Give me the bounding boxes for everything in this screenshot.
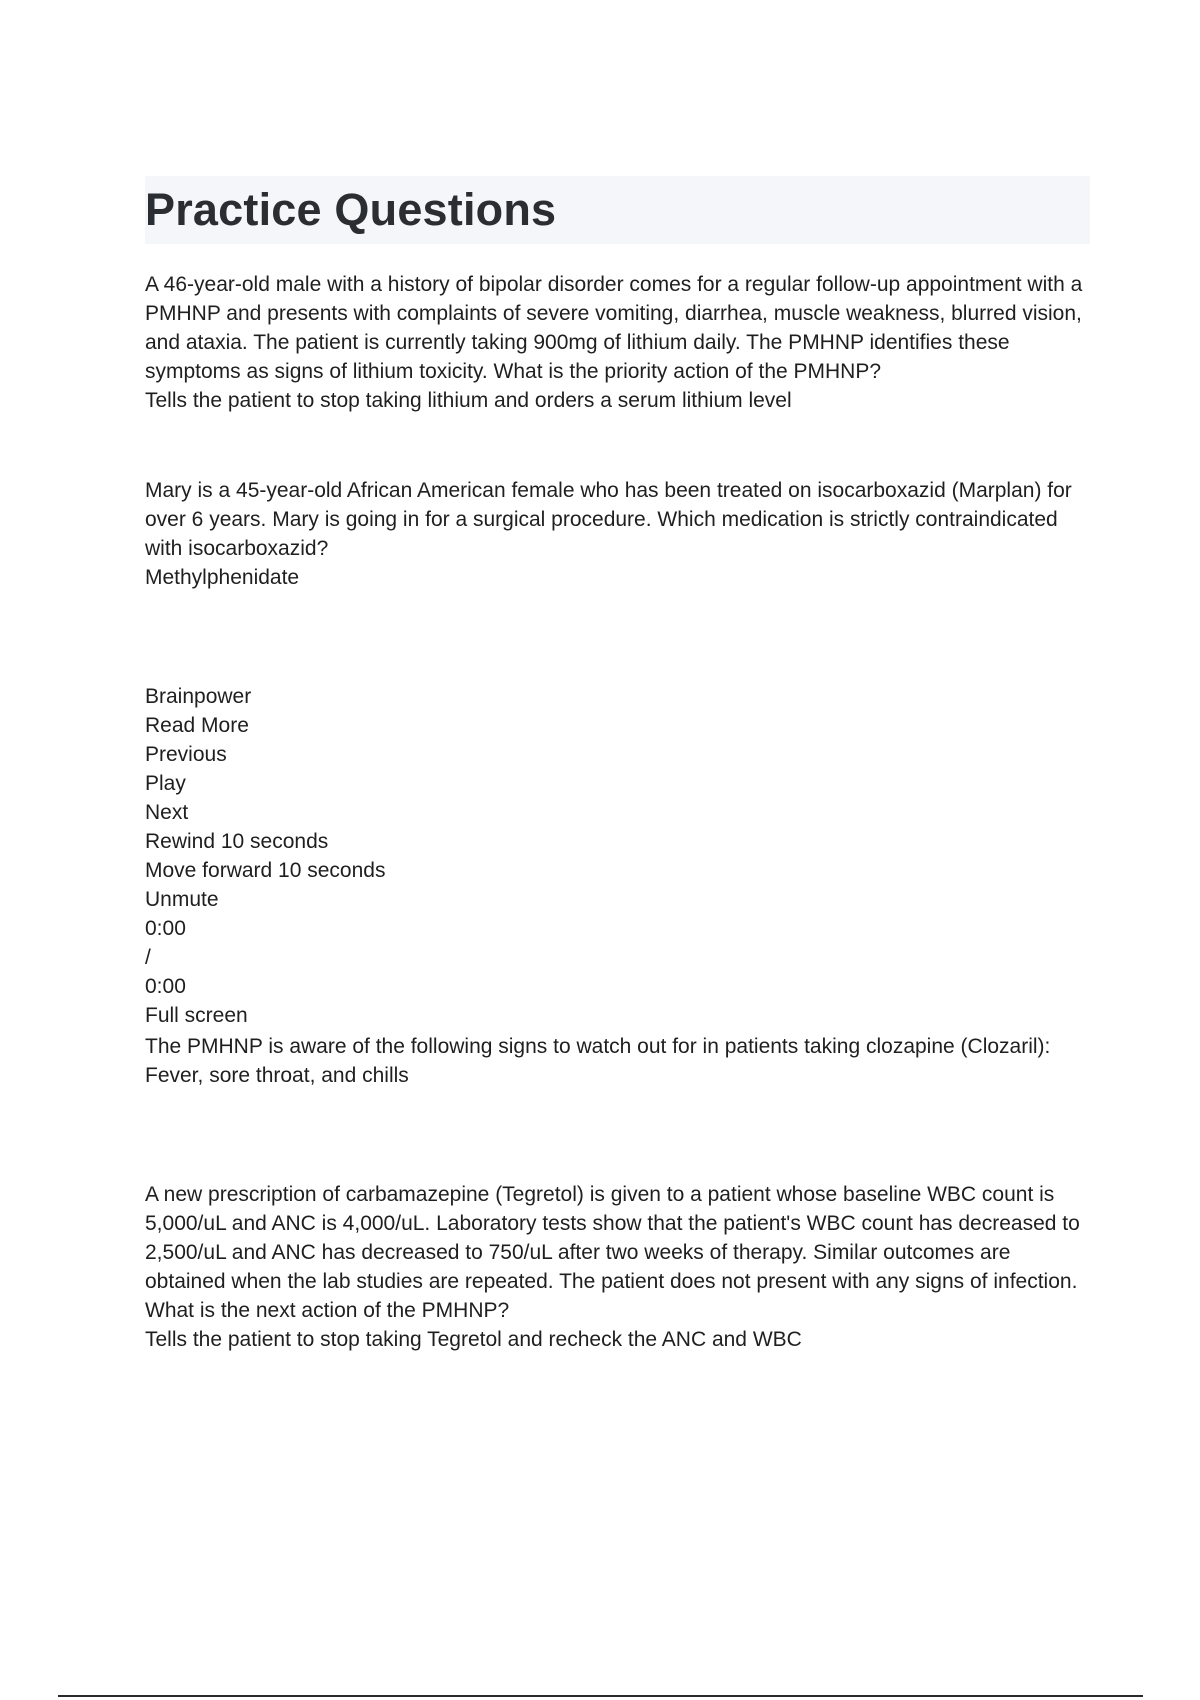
page-title: Practice Questions: [145, 184, 557, 235]
question-block-4: [145, 1180, 1095, 1354]
title-banner: [145, 176, 1090, 244]
media-player: [145, 682, 1095, 1030]
current-time: 0:00: [145, 917, 186, 940]
question-block-3: [145, 1032, 1095, 1090]
rewind-button[interactable]: Rewind 10 seconds: [145, 830, 329, 853]
player-brand: Brainpower: [145, 685, 252, 708]
question-block-2: [145, 476, 1095, 592]
answer-text: Tells the patient to stop taking lithium and orders a serum lithium level: [145, 389, 792, 412]
answer-text: Methylphenidate: [145, 566, 300, 589]
question-text: A 46-year-old male with a history of bipolar disorder comes for a regular follow-up appointment with a PMHNP and presents with complaints of severe vomiting, diarrhea, muscle weakness, blurred vision, and ataxia. The patient is currently taking 900mg of lithium daily. The PMHNP identifies these symptoms as signs of lithium toxicity. What is the priority action of the PMHNP?: [145, 273, 1083, 383]
fullscreen-button[interactable]: Full screen: [145, 1004, 248, 1027]
question-text: A new prescription of carbamazepine (Tegretol) is given to a patient whose baseline WBC count is 5,000/uL and ANC is 4,000/uL. Laboratory tests show that the patient's WBC count has decreased to 2,500/uL and ANC has decreased to 750/uL after two weeks of therapy. Similar outcomes are obtained when the lab studies are repeated. The patient does not present with any signs of infection. What is the next action of the PMHNP?: [145, 1183, 1080, 1322]
previous-button[interactable]: Previous: [145, 743, 227, 766]
read-more-link[interactable]: Read More: [145, 714, 249, 737]
forward-button[interactable]: Move forward 10 seconds: [145, 859, 386, 882]
answer-text: Tells the patient to stop taking Tegretol and recheck the ANC and WBC: [145, 1328, 802, 1351]
duration: 0:00: [145, 975, 186, 998]
question-text: The PMHNP is aware of the following signs to watch out for in patients taking clozapine (Clozaril):: [145, 1035, 1051, 1058]
next-button[interactable]: Next: [145, 801, 189, 824]
answer-text: Fever, sore throat, and chills: [145, 1064, 409, 1087]
unmute-button[interactable]: Unmute: [145, 888, 219, 911]
time-separator: /: [145, 946, 151, 969]
question-block-1: [145, 270, 1095, 415]
page-divider: [58, 1695, 1143, 1697]
play-button[interactable]: Play: [145, 772, 186, 795]
question-text: Mary is a 45-year-old African American female who has been treated on isocarboxazid (Marplan) for over 6 years. Mary is going in for a surgical procedure. Which medication is strictly contraindicated with isocarboxazid?: [145, 479, 1072, 560]
